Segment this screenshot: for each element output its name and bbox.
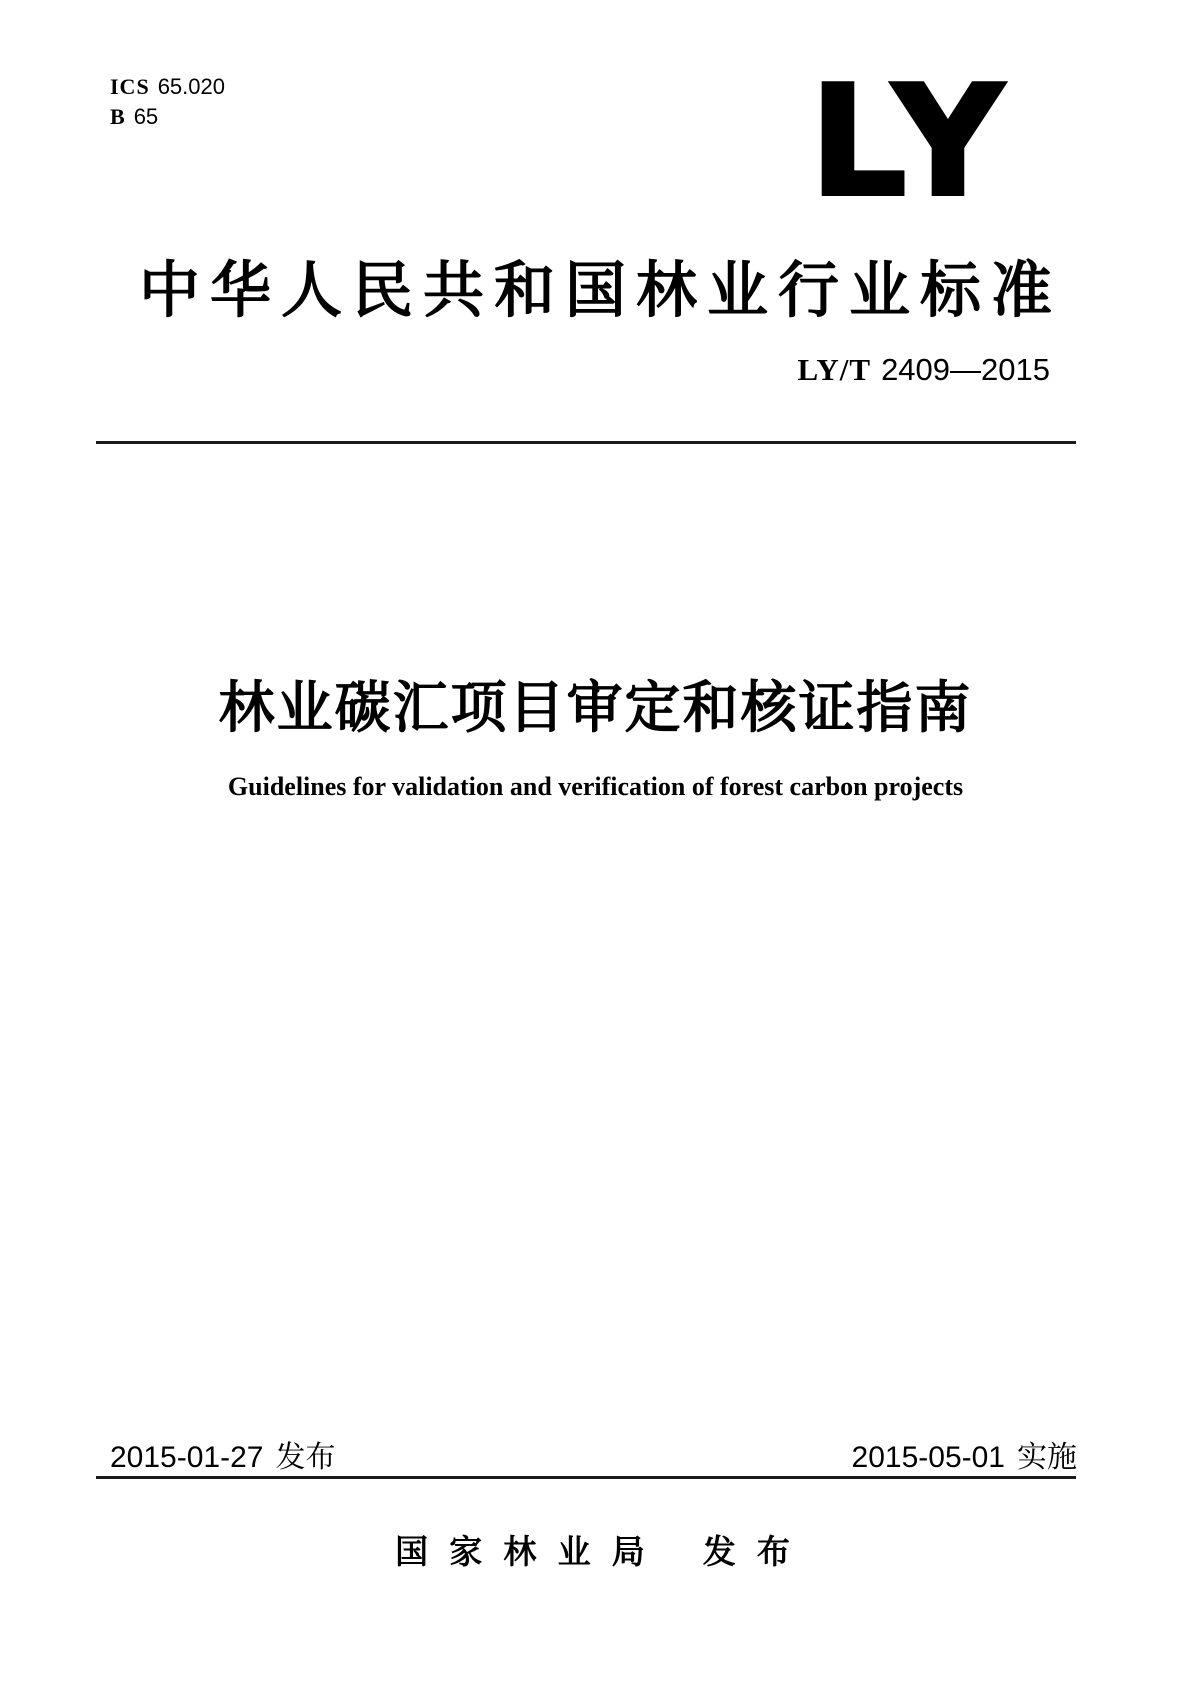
issue-label: 发布 (275, 1441, 336, 1474)
class-line (110, 102, 225, 132)
publisher-row (0, 1526, 1191, 1573)
ly-logo: LY (809, 53, 1013, 230)
date-row (110, 1432, 1077, 1476)
divider-bottom (96, 1476, 1076, 1479)
standard-code-number: 2409—2015 (881, 352, 1050, 387)
ics-line (110, 72, 225, 102)
publish-label: 发 布 (702, 1533, 796, 1570)
issue-date-group (110, 1432, 335, 1476)
publisher-name: 国 家 林 业 局 (395, 1533, 651, 1570)
standard-code (798, 352, 1050, 388)
divider-top (96, 441, 1076, 444)
implementation-date: 2015-05-01 (851, 1441, 1005, 1474)
ics-label: ICS (110, 74, 150, 99)
class-label: B (110, 104, 126, 129)
standard-family-title: 中华人民共和国林业行业标准 (138, 256, 1062, 324)
document-title-en: Guidelines for validation and verification of forest carbon projects (227, 772, 964, 801)
implementation-date-group (852, 1432, 1077, 1476)
document-title-zh: 林业碳汇项目审定和核证指南 (218, 676, 973, 739)
standard-code-prefix: LY/T (797, 352, 872, 387)
ics-value: 65.020 (157, 74, 225, 99)
class-value: 65 (133, 104, 159, 129)
classification-block (110, 72, 225, 132)
issue-date: 2015-01-27 (110, 1441, 264, 1474)
implementation-label: 实施 (1017, 1441, 1077, 1474)
